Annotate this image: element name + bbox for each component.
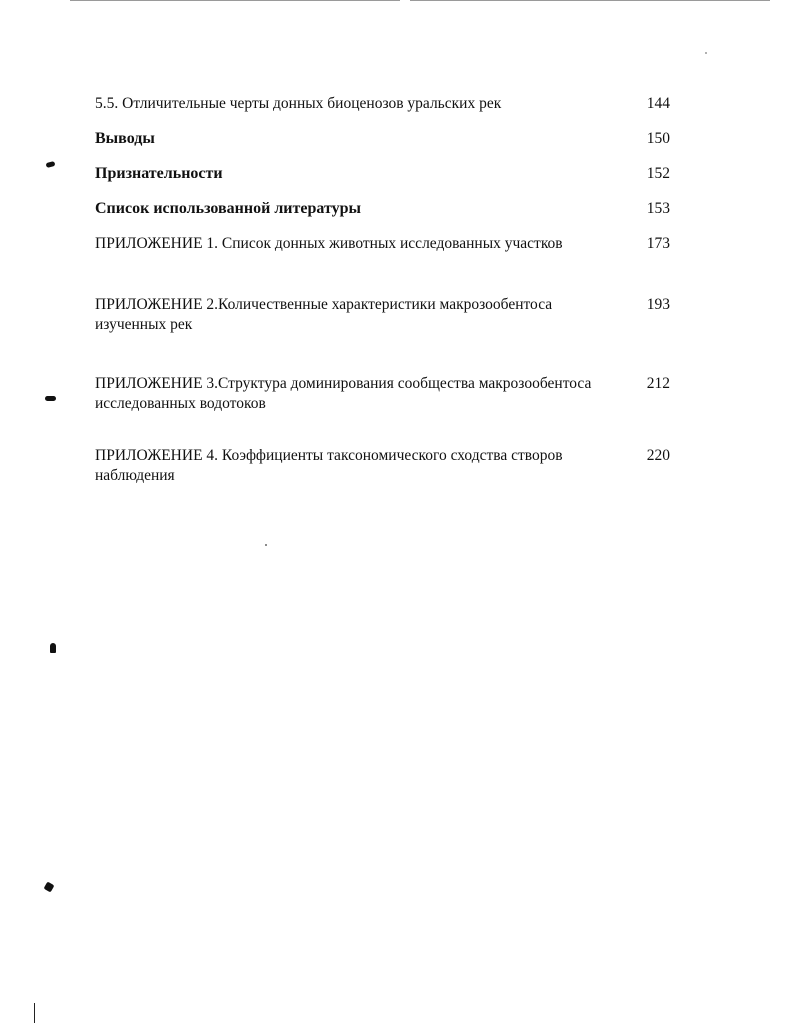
scan-margin-bar: [34, 1003, 35, 1023]
scan-speck: [45, 396, 56, 401]
scan-speck: [705, 52, 707, 54]
toc-entry-page: 150: [646, 130, 670, 147]
toc-entry-title: Признательности: [95, 165, 223, 182]
scan-speck: [50, 643, 56, 653]
toc-entry-page: 144: [646, 95, 670, 112]
toc-entry-page: 153: [646, 200, 670, 217]
toc-entry-page: 212: [646, 375, 670, 392]
scan-speck: [46, 161, 56, 168]
toc-entry-title: Список использованной литературы: [95, 200, 361, 217]
toc-entry-title: Выводы: [95, 130, 155, 147]
scan-speck: [265, 544, 267, 546]
toc-entry-page: 173: [646, 235, 670, 252]
toc-entry-title: ПРИЛОЖЕНИЕ 3.Структура доминирования сообщества макрозообентоса исследованных водотоков: [95, 375, 592, 412]
toc-entry-title: ПРИЛОЖЕНИЕ 4. Коэффициенты таксономического сходства створов наблюдения: [95, 447, 563, 484]
toc-entry-title: ПРИЛОЖЕНИЕ 2.Количественные характеристики макрозообентоса изученных рек: [95, 296, 553, 333]
toc-entry-title: 5.5. Отличительные черты донных биоценозов уральских рек: [95, 95, 502, 112]
toc-entry-title: ПРИЛОЖЕНИЕ 1. Список донных животных исследованных участков: [95, 235, 563, 252]
scan-speck: [44, 882, 55, 893]
toc-entry-page: 220: [646, 447, 670, 464]
toc-entry-page: 193: [646, 296, 670, 313]
toc-entry-page: 152: [646, 165, 670, 182]
